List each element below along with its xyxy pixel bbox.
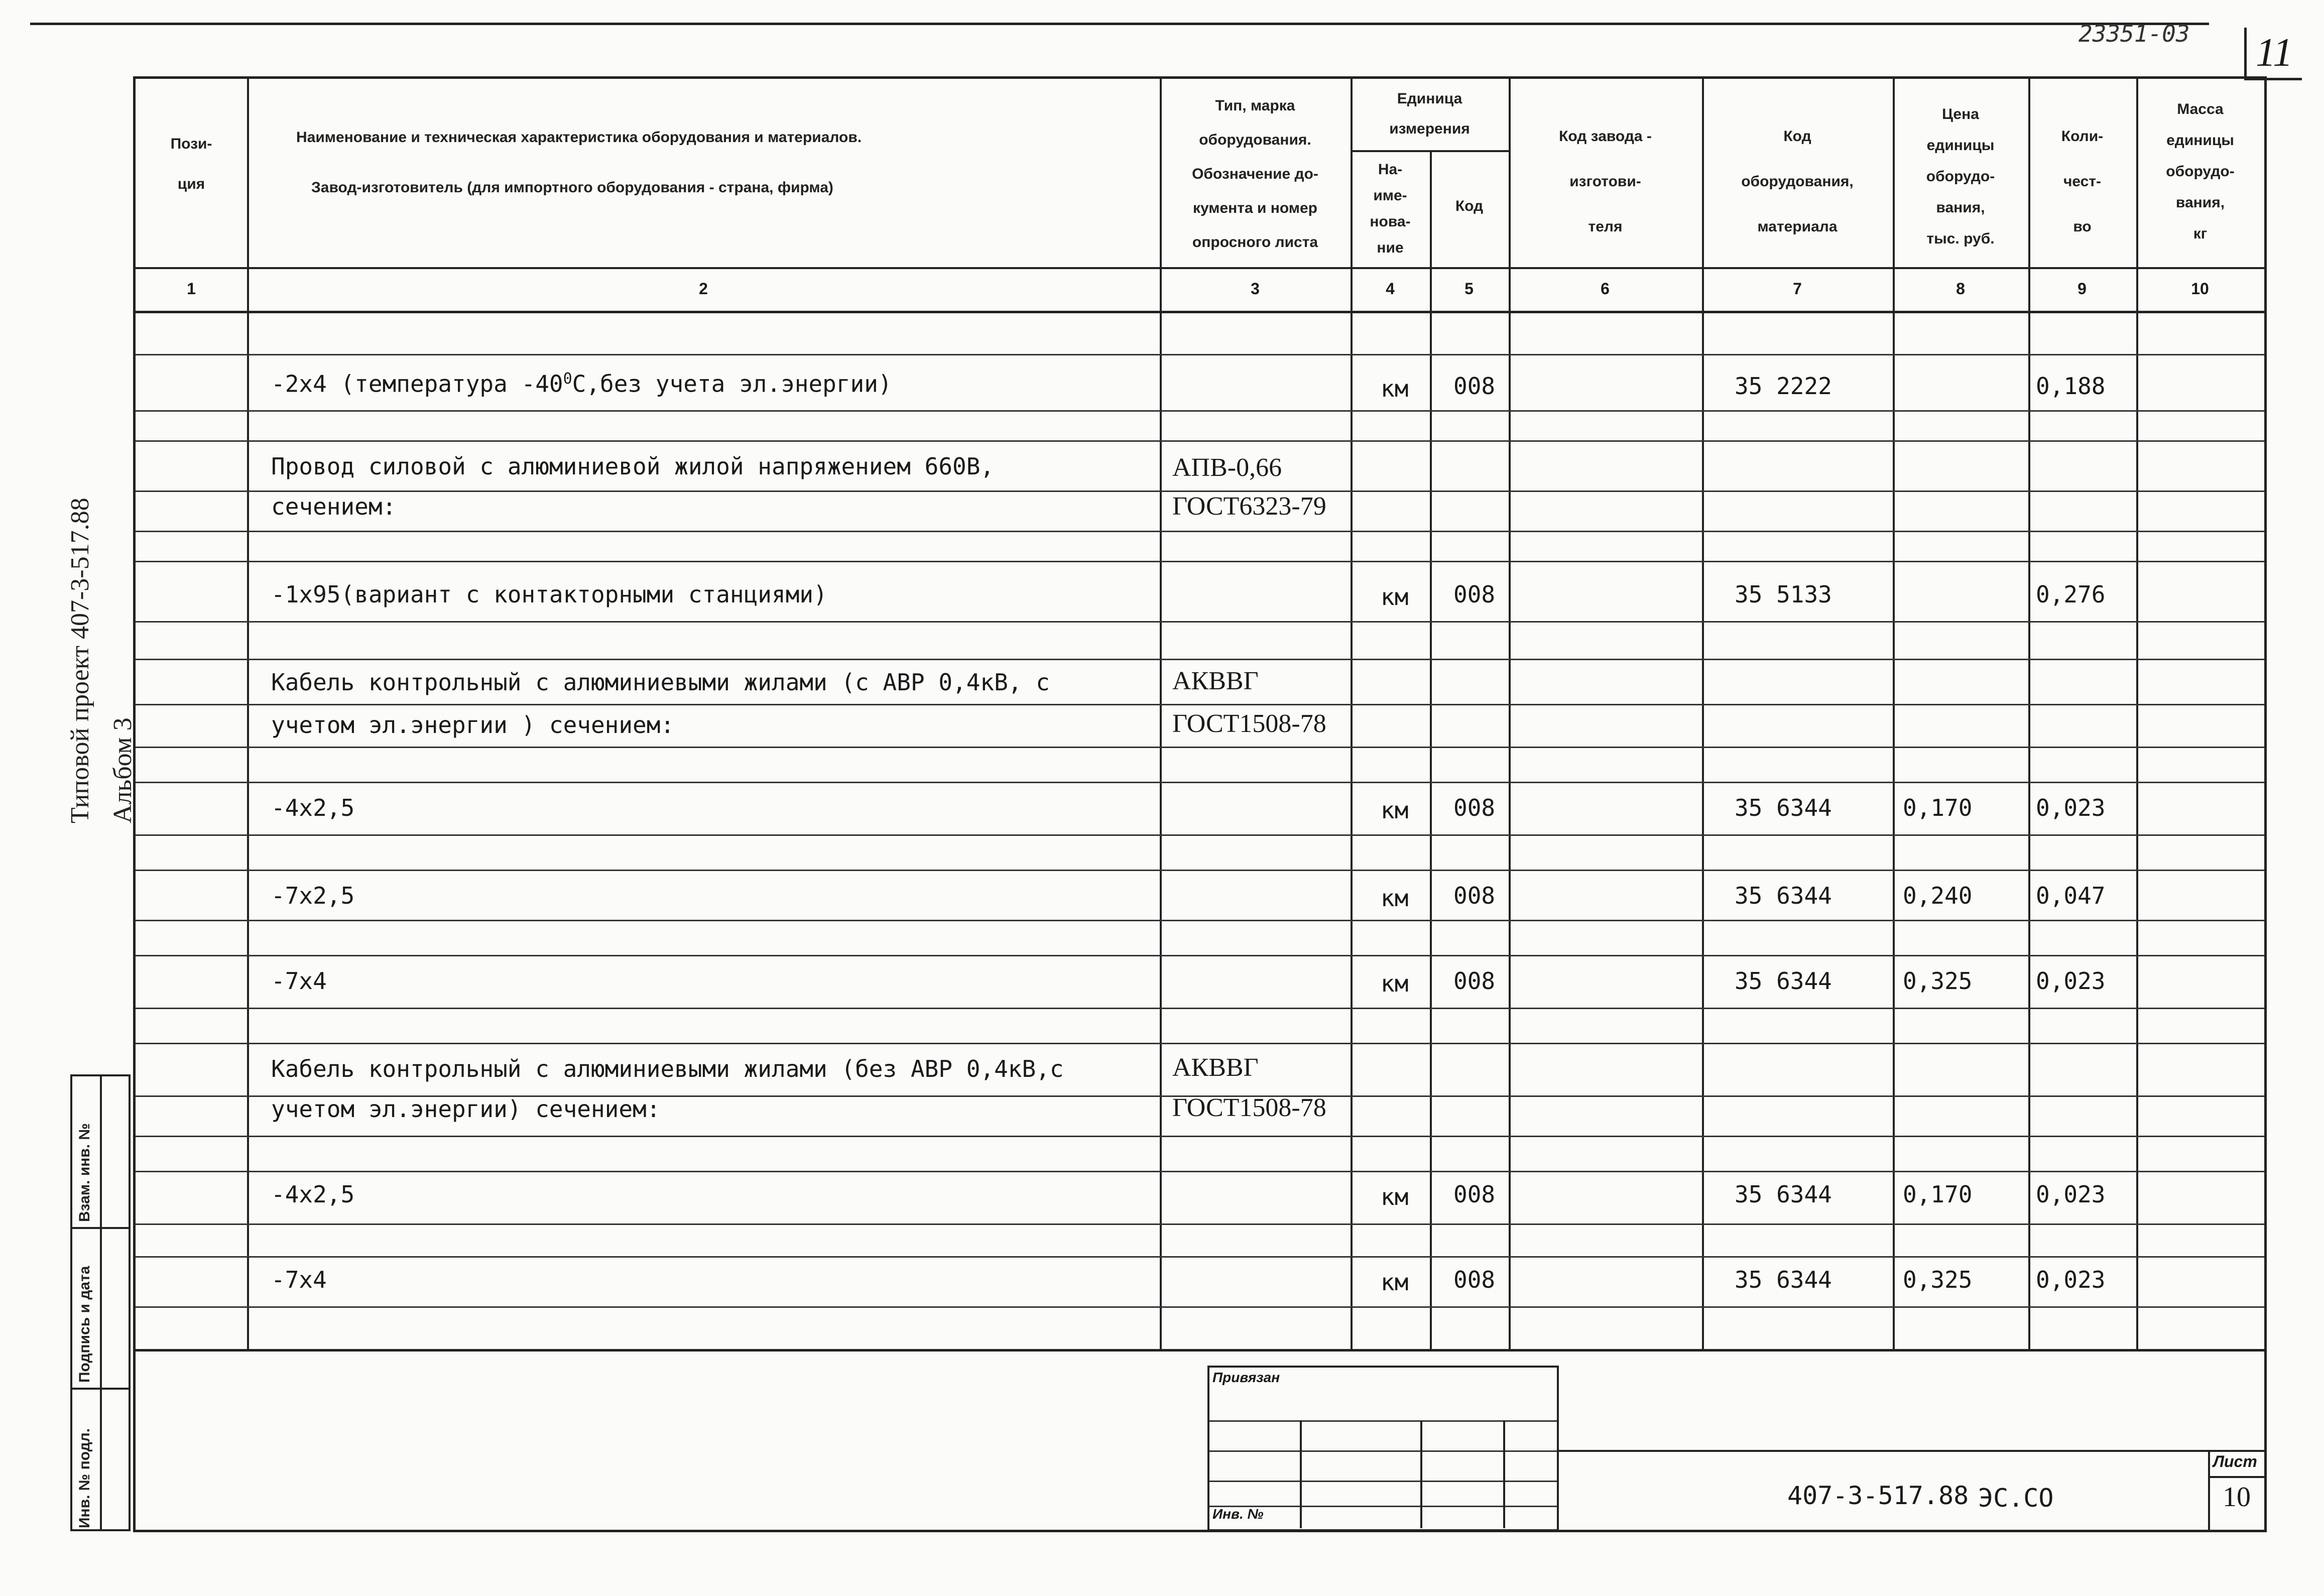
row-11-type: ГОСТ1508-78: [1172, 1093, 1326, 1122]
row-12-price: 0,170: [1903, 1181, 1973, 1208]
colnum-10: 10: [2191, 280, 2209, 298]
row-1-unit: км: [1381, 375, 1409, 402]
row-7-mat-code: 35 6344: [1735, 794, 1832, 821]
archive-code: 23351-03: [2078, 20, 2190, 47]
header-position: Пози- ция: [170, 136, 212, 192]
header-quantity: Коли- чест- во: [2061, 128, 2104, 235]
header-type: Тип, марка оборудования. Обозначение до- кумента и номер опросного листа: [1192, 97, 1318, 251]
row-13-code: 008: [1453, 1266, 1496, 1293]
binding-label: Привязан: [1212, 1370, 1280, 1385]
row-12-code: 008: [1453, 1181, 1496, 1208]
header-manufacturer-code: Код завода - изготови- теля: [1559, 128, 1652, 235]
row-8-code: 008: [1453, 882, 1496, 909]
row-4-mat-code: 35 5133: [1735, 581, 1832, 608]
row-10-name: Кабель контрольный с алюминиевыми жилами (без АВР 0,4кВ,с: [271, 1055, 1064, 1082]
sheet-number: 10: [2223, 1482, 2251, 1513]
row-9-unit: км: [1381, 970, 1409, 997]
row-12-unit: км: [1381, 1183, 1409, 1210]
row-7-unit: км: [1381, 797, 1409, 824]
top-border-line: [30, 23, 2209, 25]
row-13-name: -7х4: [271, 1266, 327, 1293]
row-1-qty: 0,188: [2036, 373, 2106, 400]
stamp-label-inventory: Инв. № подл.: [76, 1428, 93, 1528]
document-code: 407-3-517.88: [1787, 1481, 1969, 1510]
colnum-2: 2: [699, 280, 708, 298]
row-5-name: Кабель контрольный с алюминиевыми жилами (с АВР 0,4кВ, с: [271, 669, 1050, 696]
side-project-title: Типовой проект 407-3-517.88: [66, 498, 94, 823]
row-4-qty: 0,276: [2036, 581, 2106, 608]
row-4-name: -1х95(вариант с контакторными станциями): [271, 581, 827, 608]
row-8-price: 0,240: [1903, 882, 1973, 909]
row-7-name: -4х2,5: [271, 794, 355, 821]
row-13-qty: 0,023: [2036, 1266, 2106, 1293]
header-name-line2: Завод-изготовитель (для импортного оборудования - страна, фирма): [311, 179, 833, 196]
row-7-qty: 0,023: [2036, 794, 2106, 821]
row-4-unit: км: [1381, 583, 1409, 610]
colnum-8: 8: [1956, 280, 1965, 298]
page-number-corner: 11: [2244, 28, 2302, 80]
colnum-3: 3: [1251, 280, 1260, 298]
row-2-name: Провод силовой с алюминиевой жилой напряжением 660В,: [271, 453, 995, 480]
side-album: Альбом 3: [108, 717, 137, 823]
header-mass: Масса единицы оборудо- вания, кг: [2166, 101, 2235, 242]
header-name-line1: Наименование и техническая характеристика оборудования и материалов.: [296, 129, 862, 146]
row-9-price: 0,325: [1903, 967, 1973, 995]
row-1-name: -2х4 (температура $-40^0С,без$ учета эл.энергии): [271, 370, 892, 398]
row-11-name: учетом эл.энергии) сечением:: [271, 1095, 661, 1123]
document-suffix: ЭС.СО: [1978, 1484, 2054, 1513]
row-6-type: ГОСТ1508-78: [1172, 709, 1326, 738]
row-8-unit: км: [1381, 885, 1409, 912]
row-12-mat-code: 35 6344: [1735, 1181, 1832, 1208]
row-9-qty: 0,023: [2036, 967, 2106, 995]
row-5-type: АКВВГ: [1172, 667, 1259, 695]
row-7-code: 008: [1453, 794, 1496, 821]
row-8-mat-code: 35 6344: [1735, 882, 1832, 909]
stamp-label-signature: Подпись и дата: [76, 1266, 93, 1383]
approval-stamp: [70, 1074, 131, 1531]
row-6-name: учетом эл.энергии ) сечением:: [271, 711, 675, 739]
row-1-code: 008: [1453, 373, 1496, 400]
header-unit-price: Цена единицы оборудо- вания, тыс. руб.: [1926, 106, 1995, 247]
colnum-6: 6: [1601, 280, 1610, 298]
row-2-type: АПВ-0,66: [1172, 453, 1282, 482]
row-3-name: сечением:: [271, 493, 397, 520]
row-7-price: 0,170: [1903, 794, 1973, 821]
row-13-price: 0,325: [1903, 1266, 1973, 1293]
colnum-7: 7: [1793, 280, 1802, 298]
colnum-4: 4: [1386, 280, 1395, 298]
row-4-code: 008: [1453, 581, 1496, 608]
row-10-type: АКВВГ: [1172, 1053, 1259, 1082]
sheet-label: Лист: [2213, 1452, 2257, 1470]
header-unit-code: Код: [1455, 198, 1484, 214]
row-8-name: -7х2,5: [271, 882, 355, 909]
colnum-1: 1: [187, 280, 196, 298]
row-3-type: ГОСТ6323-79: [1172, 492, 1326, 521]
row-12-qty: 0,023: [2036, 1181, 2106, 1208]
row-13-mat-code: 35 6344: [1735, 1266, 1832, 1293]
header-unit-name: На- име- нова- ние: [1370, 161, 1411, 256]
row-9-mat-code: 35 6344: [1735, 967, 1832, 995]
inventory-label: Инв. №: [1212, 1506, 1264, 1522]
row-1-mat-code: 35 2222: [1735, 373, 1832, 400]
colnum-9: 9: [2077, 280, 2087, 298]
row-8-qty: 0,047: [2036, 882, 2106, 909]
row-9-name: -7х4: [271, 967, 327, 995]
stamp-label-replace: Взам. инв. №: [76, 1123, 93, 1222]
colnum-5: 5: [1464, 280, 1474, 298]
header-equipment-code: Код оборудования, материала: [1741, 128, 1854, 235]
specification-sheet: [133, 76, 2267, 1532]
row-12-name: -4х2,5: [271, 1181, 355, 1208]
header-unit-group: Единица измерения: [1389, 90, 1470, 137]
row-9-code: 008: [1453, 967, 1496, 995]
row-13-unit: км: [1381, 1269, 1409, 1296]
